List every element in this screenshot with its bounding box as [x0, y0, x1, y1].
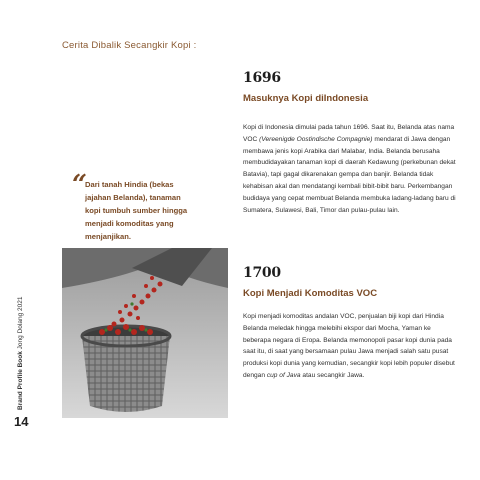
side-label: [17, 297, 24, 410]
body-1700-italic: cup of Java: [266, 371, 301, 379]
coffee-basket-photo: [62, 248, 228, 418]
year-1696: 1696: [243, 70, 281, 86]
body-1700-part-1: Kopi menjadi komoditas andalan VOC, penjualan biji kopi dari Hindia Belanda meledak hingga melebihi ekspor dari Mocha, Yaman ke beberapa negara di Eropa. Belanda memonopoli pasar kopi dunia pada saat itu, di saat yang bersamaan pulau Jawa menjadi salah satu pusat produksi kopi dunia yang kemudian, secangkir kopi lebih populer disebut dengan: [243, 313, 455, 379]
coffee-basket-illustration: [62, 248, 228, 418]
section-title: Cerita Dibalik Secangkir Kopi :: [62, 40, 197, 51]
body-1696: [243, 122, 456, 216]
brand-book-title: Brand Profile Book: [17, 351, 24, 410]
brand-book-subtitle: Jong Dolang 2021: [17, 296, 24, 350]
pull-quote: [72, 170, 196, 243]
body-1696-part-1: Kopi di Indonesia dimulai pada tahun 1696. Saat itu, Belanda atas nama VOC: [243, 124, 455, 143]
page-number: 14: [14, 414, 29, 429]
year-1700: 1700: [243, 265, 281, 281]
body-1696-part-2: mendarat di Jawa dengan membawa jenis kopi Arabika dari Malabar, India. Belanda berusaha membudidayakan tanaman kopi di daerah Kedawung (perkebunan dekat Batavia), tapi gagal dikarenakan gempa dan banjir. Belanda tidak kehabisan akal dan mendatangi kembali bibit-bibit baru. Perkembangan budidaya yang cepat membuat Belanda membuka ladang-ladang baru di Sumatera, Sulawesi, Bali, Timor dan pulau-pulau lain.: [243, 135, 456, 214]
body-1700-part-2: atau secangkir Jawa.: [300, 371, 365, 379]
heading-1696: Masuknya Kopi diIndonesia: [243, 93, 369, 104]
heading-1700: Kopi Menjadi Komoditas VOC: [243, 288, 378, 299]
quote-mark-icon: “: [72, 170, 87, 200]
quote-text: Dari tanah Hindia (bekas jajahan Belanda), tanaman kopi tumbuh sumber hingga menjadi komoditas yang menjanjikan.: [85, 180, 188, 241]
body-1700: [243, 311, 456, 382]
body-1696-italic: (Vereenigde Oostindische Compagnie): [259, 135, 373, 143]
